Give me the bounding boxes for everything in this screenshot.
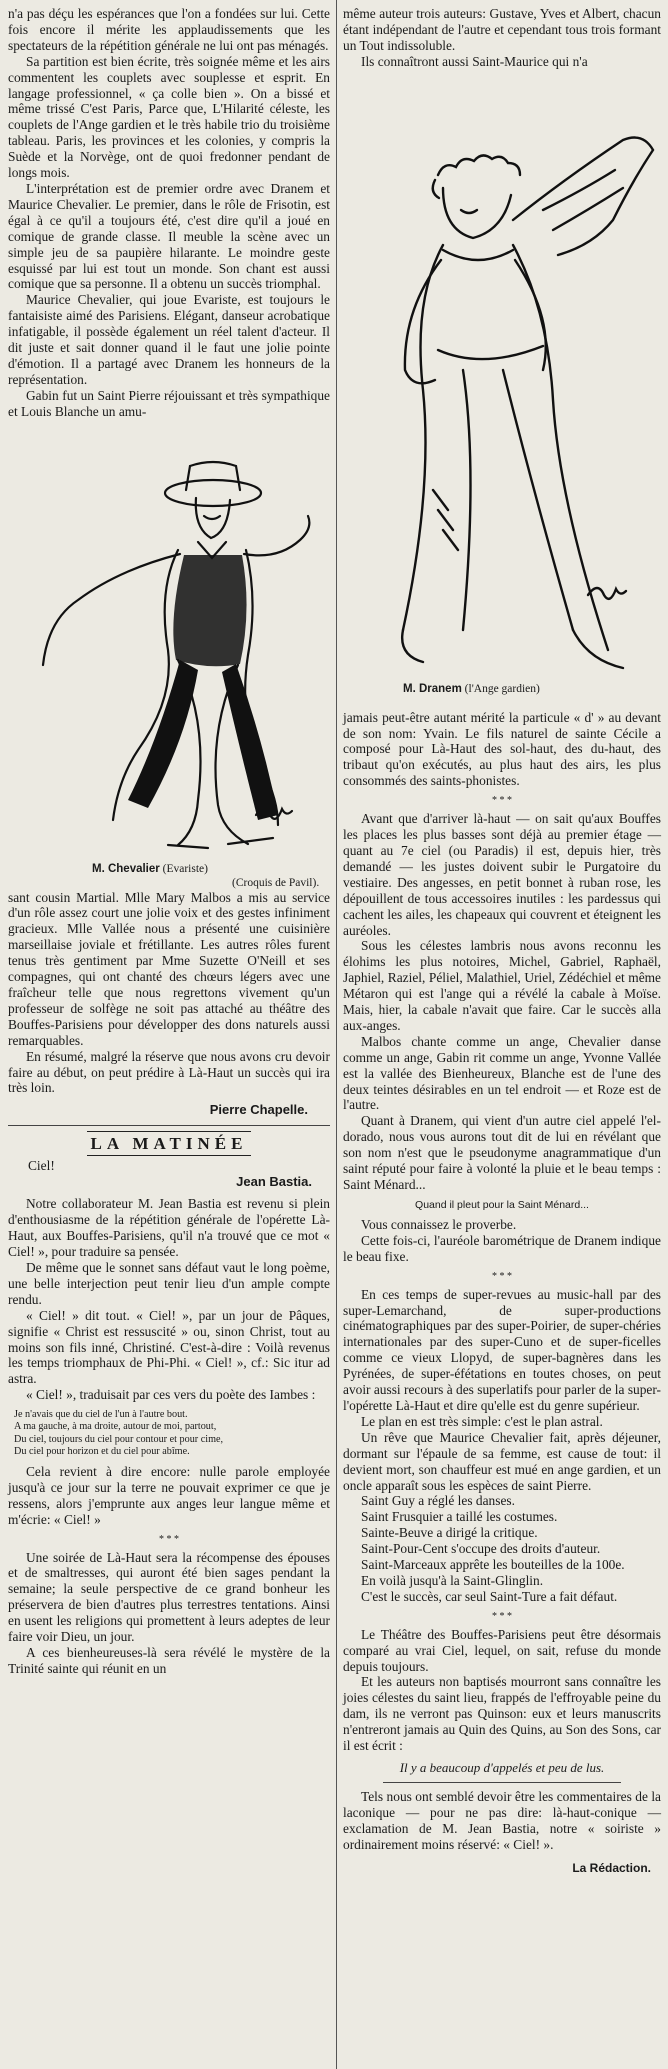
paragraph: Sa partition est bien écrite, très soignée même et les airs commentent les couplets avec souplesse et esprit. En langage professionnel, « ça colle bien ». On a bissé et même trissé C'est Paris, Parce que, L'Hilarité céleste, les couplets de l'Ange gardien et le très habile trio du troisième tableau. Paris, les provinces et les colonies, y compris la Suède et la Norvège, ont de quoi fredonner pendant de longs mois. bbox=[8, 53, 330, 181]
byline bbox=[8, 1174, 330, 1190]
paragraph: n'a pas déçu les espérances que l'on a fondées sur lui. Cette fois encore il mérite les applaudissements que les spectateurs de la répétition générale ne lui ont pas ménagés. bbox=[8, 6, 330, 53]
paragraph: Avant que d'arriver là-haut — on sait qu'aux Bouffes les places les plus basses sont déjà au premier étage — quant au 7e ciel (ou Paradis) il est, depuis hier, très demandé — les justes doivent subir le Purgatoire du vestiaire. Des angesses, en petit bonnet à ruban rose, les dépouillent de tous accessoires inutiles : les pardessus qui cachent les ailes, les chapeaux qui couvrent et éteignent les auréoles. bbox=[343, 811, 661, 938]
paragraph: De même que le sonnet sans défaut vaut le long poème, une belle interjection peut tenir lieu d'un ample compte rendu. bbox=[8, 1259, 330, 1307]
caption-name: M. Dranem bbox=[403, 682, 462, 695]
paragraph: jamais peut-être autant mérité la particule « d' » au devant de son nom: Yvain. Le fils naturel de sainte Cécile a composé pour Là-Haut des sol-haut, des du-haut, des tribaut qu'on exécutés, au plus haut des airs, les plus consommés des saints-phonistes. bbox=[343, 709, 661, 789]
paragraph: Ils connaîtront aussi Saint-Maurice qui n'a bbox=[361, 53, 588, 69]
rule bbox=[8, 1125, 330, 1126]
paragraph: même auteur trois auteurs: Gustave, Yves et Albert, chacun étant indépendant de l'autre et cependant tous trois formant un Tout indissoluble. bbox=[343, 6, 661, 53]
paragraph: sant cousin Martial. Mlle Mary Malbos a mis au service d'un rôle assez court une jolie voix et des gestes infiniment gracieux. Mlle Vallée nous a présenté une cuisinière marseillaise joviale et frétillante. Les autres rôles furent tenus très gentiment par Mme Suzette O'Neill et ses compagnes, qui ont chanté des chœurs légers avec une fraîcheur telle que nous regrettons vivement qu'un professeur de solfège ne soit pas attaché au théâtre des Bouffes-Parisiens pour développer des dons naturels aussi remarquables. bbox=[8, 889, 330, 1048]
paragraph: Sainte-Beuve a dirigé la critique. bbox=[361, 1525, 538, 1541]
caption-name: M. Chevalier bbox=[92, 862, 160, 875]
paragraph: Vous connaissez le proverbe. bbox=[361, 1216, 517, 1232]
paragraph: Quant à Dranem, qui vient d'un autre ciel appelé l'el-dorado, nous vous aurons tout dit de lui en révélant que son nom n'est que le pseudonyme anagrammatique d'un saint réputé pour faire à volonté la pluie et le beau temps : Saint Ménard... bbox=[343, 1113, 661, 1192]
chevalier-drawing bbox=[8, 420, 330, 860]
poem-line: Je n'avais que du ciel de l'un à l'autre bout. bbox=[14, 1409, 188, 1421]
column-divider bbox=[336, 0, 337, 2069]
section-heading: LA MATINÉE bbox=[8, 1134, 330, 1154]
right-column bbox=[343, 6, 661, 1875]
paragraph: Saint Frusquier a taillé les costumes. bbox=[361, 1509, 558, 1525]
caption-credit: (Croquis de Pavil). bbox=[232, 876, 320, 889]
paragraph: Et les auteurs non baptisés mourront sans connaître les joies célestes du saint lieu, frappés de l'effroyable peine du dam, ils ne verront pas Quinson: eux et leurs manuscrits n'entreront jamais au Quin des Quins, au Son des Sons, car il est écrit : bbox=[343, 1674, 661, 1754]
paragraph: En ces temps de super-revues au music-hall par des super-Lemarchand, de super-productions cinématographiques par des super-Poirier, de super-chéries internationales par des super-Cuno et de super-ficelles comme ce vieux Llopyd, de super-bagnères dans les Pyrénées, de super-éfétations en toutes choses, on peut avoir aussi recours à des superlatifs pour parler de la super-l'opérette Là-Haut et dire qu'elle est du genre supérieur. bbox=[343, 1286, 662, 1413]
paragraph: Saint-Marceaux apprête les bouteilles de la 100e. bbox=[361, 1557, 625, 1573]
paragraph: L'interprétation est de premier ordre avec Dranem et Maurice Chevalier. Le premier, dans le rôle de Frisotin, est égal à ce qu'il a toujours été, c'est dire qu'il a joué en comique de grande classe. Il meuble la scène avec un simple jeu de sa paupière hilarante. Le moindre geste esquissé par lui est tout un monde. Son chant est aussi comique que sa personne. Il a obtenu un succès triomphal. bbox=[8, 180, 330, 292]
proverb-heading: Quand il pleut pour la Saint Ménard... bbox=[415, 1198, 589, 1211]
rule bbox=[383, 1782, 621, 1783]
caption-role: (l'Ange gardien) bbox=[464, 682, 540, 695]
separator-stars: * * * bbox=[492, 1610, 512, 1622]
paragraph: Notre collaborateur M. Jean Bastia est revenu si plein d'enthousiasme de la répétition générale de l'opérette Là-Haut, aux Bouffes-Parisiens, qu'il n'a trouvé que ce mot « Ciel! », pour traduire sa pensée. bbox=[8, 1196, 330, 1260]
paragraph: Maurice Chevalier, qui joue Evariste, est toujours le fantaisiste aimé des Parisiens. Elégant, danseur acrobatique infatigable, il possède également un réel talent d'acteur. Il dit juste et sait donner quand il le faut une jolie pointe d'émotion. Il a partagé avec Dranem les honneurs de la représentation. bbox=[8, 292, 330, 387]
article-header bbox=[8, 1158, 330, 1174]
paragraph: Malbos chante comme un ange, Chevalier danse comme un ange, Gabin rit comme un ange, Yvonne Vallée est la vallée des Bienheureux, Blanche est de l'une des deux teintes désirables en un tel endroit — et Roze est de l'autre. bbox=[343, 1033, 661, 1113]
signature: Pierre Chapelle. bbox=[209, 1102, 308, 1118]
paragraph: Une soirée de Là-Haut sera la récompense des épouses et de smaltresses, qui auront été bien sages pendant la semaine; la seule perspective de ce grand bonheur les préservera de bien d'autres plus terrestres tentations. Ainsi en usent les religions qui promettent à leurs adeptes de leur faire voir Dieu, un jour. bbox=[8, 1549, 330, 1645]
paragraph: Un rêve que Maurice Chevalier fait, après déjeuner, dormant sur l'épaule de sa femme, est cause de tout: il devient mort, son chauffeur est mué en ange gardien, et un oncle apparaît sous les espèces de saint Pierre. bbox=[343, 1429, 661, 1493]
paragraph: C'est le succès, car seul Saint-Ture a fait défaut. bbox=[361, 1588, 618, 1604]
separator-stars: * * * bbox=[492, 1270, 512, 1282]
paragraph: « Ciel! » dit tout. « Ciel! », par un jour de Pâques, signifie « Christ est ressuscité » ou, sinon Christ, tout au moins son fils inné, Christiné. C'est-à-dire : Voilà revenus les temps triomphaux de Phi-Phi. « Ciel! », cf.: Sic itur ad astra. bbox=[8, 1307, 330, 1387]
paragraph: Le plan en est très simple: c'est le plan astral. bbox=[361, 1413, 603, 1429]
separator-stars: * * * bbox=[159, 1533, 179, 1545]
poem-line: A ma gauche, à ma droite, autour de moi, partout, bbox=[14, 1421, 217, 1433]
caption-role: (Evariste) bbox=[162, 862, 208, 875]
chevalier-caption bbox=[92, 862, 208, 876]
separator-stars: * * * bbox=[492, 795, 512, 807]
paragraph: A ces bienheureuses-là sera révélé le mystère de la Trinité sainte qui réunit en un bbox=[8, 1645, 330, 1676]
author: Jean Bastia. bbox=[236, 1174, 312, 1190]
paragraph: « Ciel! », traduisait par ces vers du poète des Iambes : bbox=[26, 1387, 316, 1403]
article-title: Ciel! bbox=[28, 1158, 55, 1174]
left-column bbox=[8, 6, 330, 1677]
paragraph: Gabin fut un Saint Pierre réjouissant et très sympathique et Louis Blanche un amu- bbox=[8, 387, 330, 419]
chevalier-sketch bbox=[8, 420, 330, 890]
paragraph: Saint-Pour-Cent s'occupe des droits d'auteur. bbox=[361, 1541, 601, 1557]
dranem-sketch bbox=[343, 70, 661, 710]
paragraph: Cette fois-ci, l'auréole barométrique de Dranem indique le beau fixe. bbox=[343, 1232, 661, 1264]
poem-line: Du ciel pour horizon et du ciel pour abîme. bbox=[14, 1445, 190, 1457]
signature: La Rédaction. bbox=[572, 1860, 651, 1875]
paragraph: En voilà jusqu'à la Saint-Glinglin. bbox=[361, 1572, 544, 1588]
dranem-drawing bbox=[343, 70, 661, 680]
paragraph: Sous les célestes lambris nous avons reconnu les élohims les plus notoires, Michel, Gabriel, Raphaël, Japhiel, Raziel, Péliel, Malathiel, Uriel, Zédéchiel et même Métaron qui est l'ange qui a révélé la cabale à Moïse. Mais, hier, la cabale n'avait que faire. Car le succès alla aux-anges. bbox=[343, 938, 661, 1033]
paragraph: Cela revient à dire encore: nulle parole employée jusqu'à ce jour sur la terre ne pouvait exprimer ce que je ressens, alors j'emprunte aux anges leur langue même et m'écrie: « Ciel! » bbox=[8, 1463, 330, 1527]
dranem-caption bbox=[403, 682, 540, 696]
paragraph: Tels nous ont semblé devoir être les commentaires de la laconique — pour ne pas dire: là-haut-conique — exclamation de M. Jean Bastia, notre « soiriste » ordinairement moins réservé: « Ciel! ». bbox=[343, 1789, 661, 1852]
poem-line: Du ciel, toujours du ciel pour contour et pour cime, bbox=[14, 1433, 224, 1445]
scripture-quote: Il y a beaucoup d'appelés et peu de lus. bbox=[399, 1760, 605, 1775]
poem bbox=[14, 1409, 330, 1458]
paragraph: En résumé, malgré la réserve que nous avons cru devoir faire au début, on peut prédire à Là-Haut un succès qui ira très loin. bbox=[8, 1048, 330, 1096]
paragraph: Le Théâtre des Bouffes-Parisiens peut être désormais comparé au vrai Ciel, lequel, on sait, refuse du monde depuis toujours. bbox=[343, 1626, 661, 1674]
paragraph: Saint Guy a réglé les danses. bbox=[361, 1493, 515, 1509]
